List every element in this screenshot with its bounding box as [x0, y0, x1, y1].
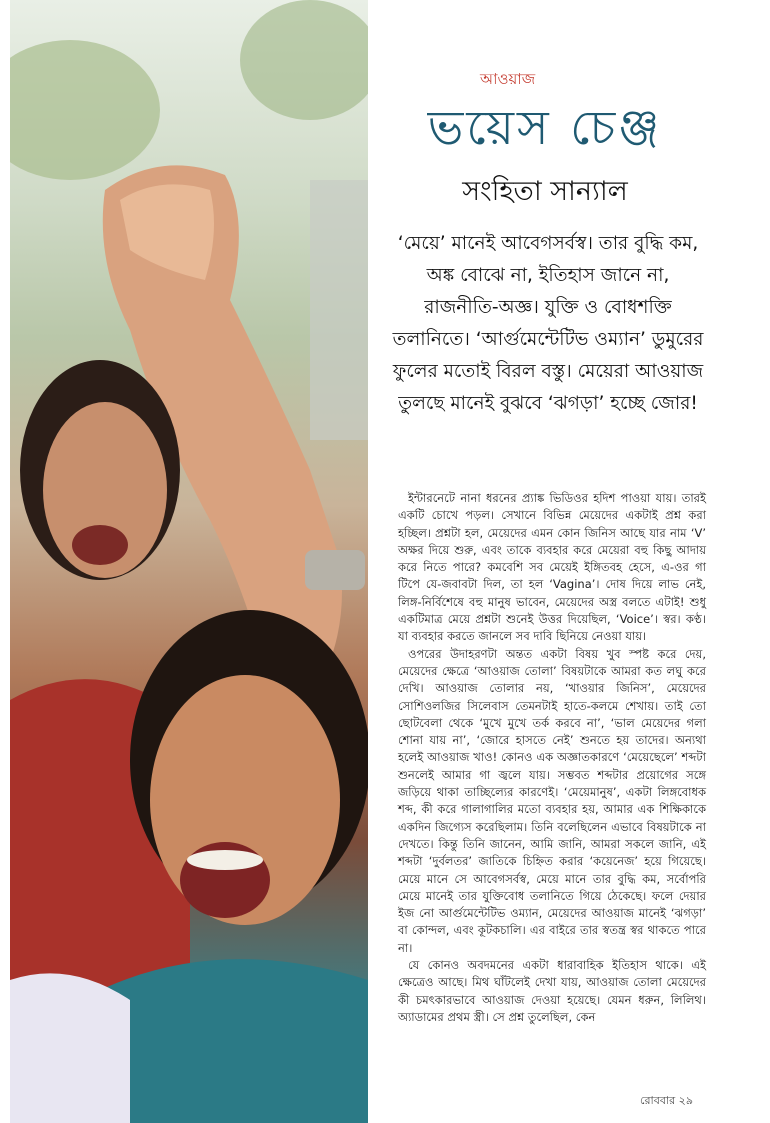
article-title: ভয়েস চেঞ্জ: [427, 100, 663, 156]
article-body: [398, 490, 706, 1026]
section-kicker: আওয়াজ: [480, 70, 536, 88]
body-paragraph: যে কোনও অবদমনের একটা ধারাবাহিক ইতিহাস থাকে। এই ক্ষেত্রেও আছে। মিথ ঘাঁটলেই দেখা যায়, আওয়াজ তোলা মেয়েদের কী চমৎকারভাবে আওয়াজ দেওয়া হয়েছে। যেমন ধরুন, লিলিথ। অ্যাডামের প্রথম স্ত্রী। সে প্রশ্ন তুলেছিল, কেন: [398, 958, 706, 1024]
lede-paragraph: ‘মেয়ে’ মানেই আবেগসর্বস্ব। তার বুদ্ধি কম, অঙ্ক বোঝে না, ইতিহাস জানে না, রাজনীতি-অজ্ঞ। যুক্তি ও বোধশক্তি তলানিতে। ‘আর্গুমেন্টেটিভ ওম্যান’ ডুমুরের ফুলের মতোই বিরল বস্তু। মেয়েরা আওয়াজ তুলছে মানেই বুঝবে ‘ঝগড়া’ হচ্ছে জোর!: [392, 233, 704, 414]
author-byline: সংহিতা সান্যাল: [462, 176, 628, 207]
body-paragraph: ইন্টারনেটে নানা ধরনের প্র্যাঙ্ক ভিডিওর হদিশ পাওয়া যায়। তারই একটি চোখে পড়ল। সেখানে বিভিন্ন মেয়েদের একটাই প্রশ্ন করা হচ্ছিল। প্রশ্নটা হল, মেয়েদের এমন কোন জিনিস আছে যার নাম ‘V’ অক্ষর দিয়ে শুরু, এবং তাকে ব্যবহার করে মেয়েরা বহু কিছু আদায় করে নিতে পারে? কমবেশি সব মেয়েই ইঙ্গিতবহ হেসে, এ-ওর গা টিপে যে-জবাবটা দিল, তা হল ‘Vagina’। দোষ দিয়ে লাভ নেই, লিঙ্গ-নির্বিশেষে বহু মানুষ ভাবেন, মেয়েদের অস্ত্র বলতে এটাই! শুধু একটিমাত্র মেয়ে প্রশ্নটা শুনেই উত্তর দিয়েছিল, ‘Voice’। স্বর। কণ্ঠ। যা ব্যবহার করতে জানলে সব দাবি ছিনিয়ে নেওয়া যায়।: [398, 491, 706, 644]
page-footer: রোববার ২৯: [640, 1094, 693, 1107]
body-paragraph: ওপরের উদাহরণটা অন্তত একটা বিষয় খুব স্পষ্ট করে দেয়, মেয়েদের ক্ষেত্রে ‘আওয়াজ তোলা’ বিষয়টাকে আমরা কত লঘু করে দেখি। আওয়াজ তোলার নয়, ‘খাওয়ার জিনিস’, মেয়েদের সোশিওলজির সিলেবাস তেমনটাই হাতে-কলমে শেখায়। তাই তো ছোটবেলা থেকে ‘মুখে মুখে তর্ক করবে না’, ‘ভাল মেয়েদের গলা শোনা যায় না’, ‘জোরে হাসতে নেই’ শুনতে হয় তাদের। অন্যথা হলেই আওয়াজ খাও! কোনও এক অজ্ঞাতকারণে ‘মেয়েছেলে’ শব্দটা শুনলেই আমার গা জ্বলে যায়। সম্ভবত শব্দটার প্রয়োগের সঙ্গে জড়িয়ে থাকা তাচ্ছিল্যের কারণেই। ‘মেয়েমানুষ’, একটা লিঙ্গবোধক শব্দ, কী করে গালাগালির মতো ব্যবহার হয়, আমার এক শিক্ষিকাকে একদিন জিগ্যেস করেছিলাম। তিনি বলেছিলেন এভাবে বিষয়টাকে না দেখতে। কিন্তু তিনি জানেন, আমি জানি, আমরা সকলে জানি, এই শব্দটা ‘দুর্বলতর’ জাতিকে চিহ্নিত করার ‘কয়েনেজ’ হয়ে গিয়েছে। মেয়ে মানে সে আবেগসর্বস্ব, মেয়ে মানে তার বুদ্ধি কম, সর্বোপরি মেয়ে মানেই তার যুক্তিবোধ তলানিতে গিয়ে ঠেকেছে। ফলে দেয়ার ইজ নো আর্গুমেন্টেটিভ ওম্যান, মেয়েদের আওয়াজ মানেই ‘ঝগড়া’ বা কোন্দল, এবং কূটকচালি। এর বাইরে তার স্বতন্ত্র স্বর থাকতে পারে না।: [398, 646, 706, 955]
protest-photo: [10, 0, 368, 1123]
